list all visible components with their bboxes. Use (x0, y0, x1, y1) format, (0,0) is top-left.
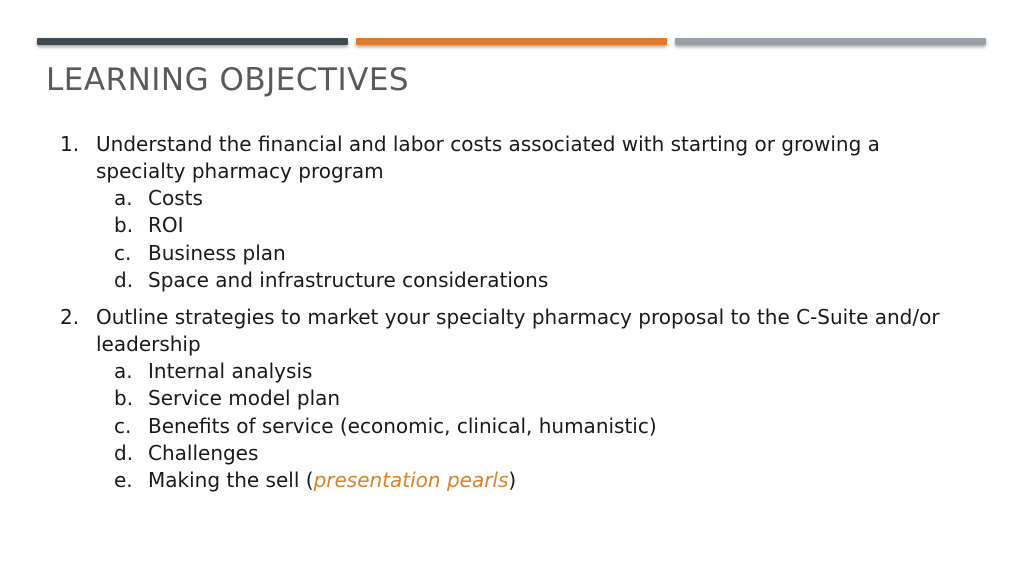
objective-text: Understand the financial and labor costs associated with starting or growing a specialty pharmacy program (96, 132, 880, 183)
subitem-text: Space and infrastructure considerations (148, 267, 549, 292)
subitem-letter: e. (114, 468, 133, 493)
subitem (96, 212, 960, 239)
subitem-text (148, 468, 516, 492)
subitem-list (96, 358, 960, 494)
presentation-pearls-emphasis: presentation pearls (313, 468, 509, 493)
subitem-letter: c. (114, 240, 132, 265)
subitem-text: Service model plan (148, 386, 341, 411)
objective-number: 1. (60, 132, 80, 156)
subitem-letter: a. (114, 186, 133, 210)
subitem (96, 358, 960, 385)
objective-number: 2. (60, 305, 80, 330)
subitem-letter: a. (114, 359, 133, 384)
subitem-letter: b. (114, 213, 134, 238)
subitem-text-before: Making the sell ( (148, 468, 314, 493)
subitem-list (96, 185, 960, 294)
subitem-text: Business plan (148, 240, 286, 265)
subitem-text: ROI (148, 213, 184, 238)
objective-item (60, 304, 960, 494)
header-bar-orange (356, 38, 667, 45)
subitem-text-after: ) (508, 468, 517, 493)
subitem-text: Costs (148, 186, 203, 210)
subitem-letter: d. (114, 267, 134, 292)
subitem (96, 240, 960, 267)
subitem-text: Benefits of service (economic, clinical, humanistic) (148, 413, 657, 438)
objective-item (60, 131, 960, 294)
subitem (96, 385, 960, 412)
subitem (96, 440, 960, 467)
subitem (96, 413, 960, 440)
header-bar-gray (675, 38, 986, 45)
header-bar-dark (37, 38, 348, 45)
objectives-list (60, 131, 960, 505)
subitem (96, 185, 960, 212)
subitem-text: Internal analysis (148, 359, 313, 384)
objective-text: Outline strategies to market your specialty pharmacy proposal to the C-Suite and/or leadership (96, 305, 940, 357)
subitem (96, 467, 960, 494)
subitem-letter: c. (114, 413, 132, 438)
subitem-letter: b. (114, 386, 134, 411)
subitem-text: Challenges (148, 441, 259, 466)
slide-title: LEARNING OBJECTIVES (46, 62, 410, 98)
subitem (96, 267, 960, 294)
subitem-letter: d. (114, 441, 134, 466)
